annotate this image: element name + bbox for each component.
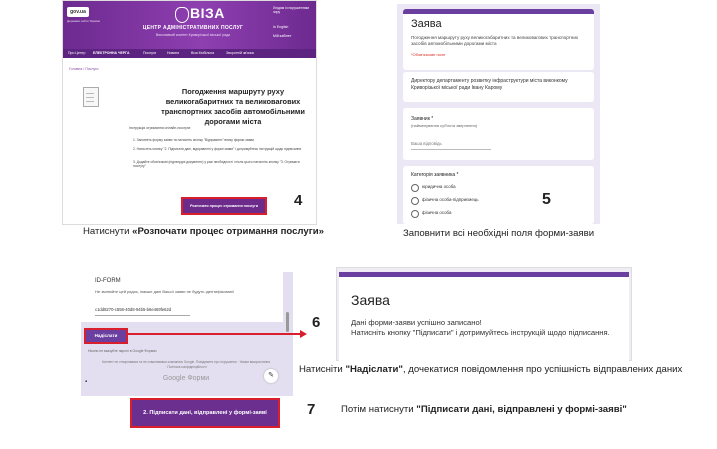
caption-text: Натиснути bbox=[83, 226, 133, 237]
id-form-warning: Не змінюйте цей рядок, інакше дані Вашої заяви не будуть ідентифіковані! bbox=[95, 289, 234, 294]
form-title: Заява bbox=[411, 18, 442, 30]
step-number-6: 6 bbox=[312, 314, 321, 331]
instruction-step: 2. Натисніть кнопку "2. Підписати дані, відправлені у формі заяви" і дотримуйтесь інструкцій щодо підписання bbox=[133, 147, 302, 151]
caption-step-5: Заповнити всі необхідні поля форми-заяви bbox=[403, 228, 595, 239]
success-screenshot bbox=[336, 267, 632, 361]
scrollbar[interactable] bbox=[286, 312, 289, 332]
step-number-4: 4 bbox=[294, 192, 303, 209]
caption-text: , дочекатися повідомлення про успішність відправлених даних bbox=[402, 364, 683, 375]
option-entrepreneur: фізична особа-підприємець bbox=[422, 197, 479, 202]
required-note: *Обов'язкове поле bbox=[411, 52, 446, 57]
caption-bold: «Розпочати процес отримання послуги» bbox=[132, 226, 324, 237]
center-subtitle: Виконавчий комітет Криворізької міської ради bbox=[155, 33, 231, 37]
document-icon-line bbox=[86, 101, 94, 102]
gov-ua-caption: Державні сайти України bbox=[67, 19, 101, 23]
accessibility-link[interactable]: Людям із порушенням зору bbox=[273, 6, 309, 14]
applicant-label: Заявник * bbox=[411, 116, 434, 122]
radio-individual[interactable] bbox=[411, 210, 419, 218]
my-cabinet-link[interactable]: Мій кабінет bbox=[273, 34, 292, 38]
pencil-icon[interactable]: ✎ bbox=[264, 369, 278, 383]
document-icon-line bbox=[86, 93, 94, 94]
success-instruction: Натисніть кнопку "Підписати" і дотримуйтесь інструкцій щодо підписання. bbox=[351, 328, 610, 337]
cnap-portal-screenshot bbox=[62, 0, 317, 225]
google-form-screenshot bbox=[397, 4, 600, 224]
caption-bold: "Надіслати" bbox=[345, 364, 403, 375]
radio-entrepreneur[interactable] bbox=[411, 197, 419, 205]
center-title: ЦЕНТР АДМІНІСТРАТИВНИХ ПОСЛУГ bbox=[142, 25, 244, 31]
input-underline bbox=[411, 149, 491, 150]
radio-legal-entity[interactable] bbox=[411, 184, 419, 192]
arrow-line bbox=[128, 333, 304, 335]
success-message: Дані форми-заяви успішно записано! bbox=[351, 318, 482, 327]
nav-about[interactable]: Про Центр bbox=[68, 51, 86, 55]
document-icon-line bbox=[86, 97, 94, 98]
id-form-input[interactable]: c1dd8270-c558-40d8-94b5-b6e469fe62d bbox=[95, 307, 172, 312]
breadcrumb[interactable]: Головна / Послуги bbox=[69, 67, 99, 71]
gov-ua-logo[interactable]: gov.ua bbox=[67, 7, 89, 17]
step-number-7: 7 bbox=[307, 401, 316, 418]
applicant-hint: (найменування суб'єкта звернення) bbox=[411, 123, 477, 128]
nav-viza-mobile[interactable]: Віза Мобільна bbox=[191, 51, 215, 55]
english-link[interactable]: In English bbox=[273, 25, 289, 29]
caption-step-6 bbox=[299, 364, 682, 375]
nav-news[interactable]: Новини bbox=[167, 51, 180, 55]
form-description: Погодження маршруту руху великогабаритних та великовагових транспортних засобів автомобільними дорогами міста bbox=[411, 35, 579, 46]
instructions-heading: Інструкція отримання онлайн-послуги: bbox=[129, 126, 192, 130]
arrow-head-icon bbox=[300, 330, 307, 338]
director-text: Директору департаменту розвитку інфраструктури міста виконкому Криворізької міської ради Івану Карому bbox=[411, 78, 568, 91]
applicant-input[interactable]: Ваша відповідь bbox=[411, 141, 442, 146]
option-individual: фізична особа bbox=[422, 210, 452, 215]
caption-text: Натисніти bbox=[299, 364, 346, 375]
google-forms-logo: Google Форми bbox=[162, 375, 210, 382]
sign-data-button[interactable]: 2. Підписати дані, відправлені у формі-заяві bbox=[132, 400, 278, 426]
step-number-5: 5 bbox=[542, 191, 551, 208]
caption-text: Потім натиснути bbox=[341, 404, 417, 415]
nav-e-queue[interactable]: ЕЛЕКТРОННА ЧЕРГА bbox=[93, 51, 130, 55]
password-warning: Ніколи не вказуйте паролі в Google Формах bbox=[88, 349, 157, 353]
category-label: Категорія заявника * bbox=[411, 172, 459, 178]
feedback-icon[interactable]: ▪ bbox=[85, 379, 88, 385]
success-title: Заява bbox=[351, 292, 390, 308]
nav-services[interactable]: Послуги bbox=[143, 51, 157, 55]
id-form-label: ID-FORM bbox=[95, 278, 121, 284]
nav-feedback[interactable]: Зворотній зв'язок bbox=[226, 51, 255, 55]
caption-step-7 bbox=[341, 404, 627, 415]
google-footer[interactable]: Контент не створювався та не схвалювався компанією Google. Повідомити про порушення · Умови використання · Політика конфіденційності bbox=[101, 360, 271, 369]
caption-bold: "Підписати дані, відправлені у формі-заяві" bbox=[416, 404, 627, 415]
instruction-step: 1. Заповніть форму заяви та натисніть кнопку "Відправити" внизу форми заяви bbox=[133, 138, 254, 142]
send-button[interactable]: Надіслати bbox=[86, 330, 126, 342]
start-service-button[interactable]: Розпочати процес отримання послуги bbox=[183, 199, 265, 213]
viza-logo[interactable]: ВІЗА bbox=[190, 5, 225, 21]
caption-step-4 bbox=[83, 226, 324, 237]
input-underline bbox=[95, 315, 190, 316]
city-emblem-icon bbox=[175, 7, 189, 23]
instruction-step: 3. Додайте обов'язкові (підтвердні документи) у разі необхідності і після цього натисніть кнопку "3. Отримати послугу" bbox=[133, 160, 300, 168]
service-title: Погодження маршруту руху великогабаритних та великовагових транспортних засобів автомобільними дорогами міста bbox=[161, 87, 305, 126]
option-legal-entity: юридична особа bbox=[422, 184, 456, 189]
